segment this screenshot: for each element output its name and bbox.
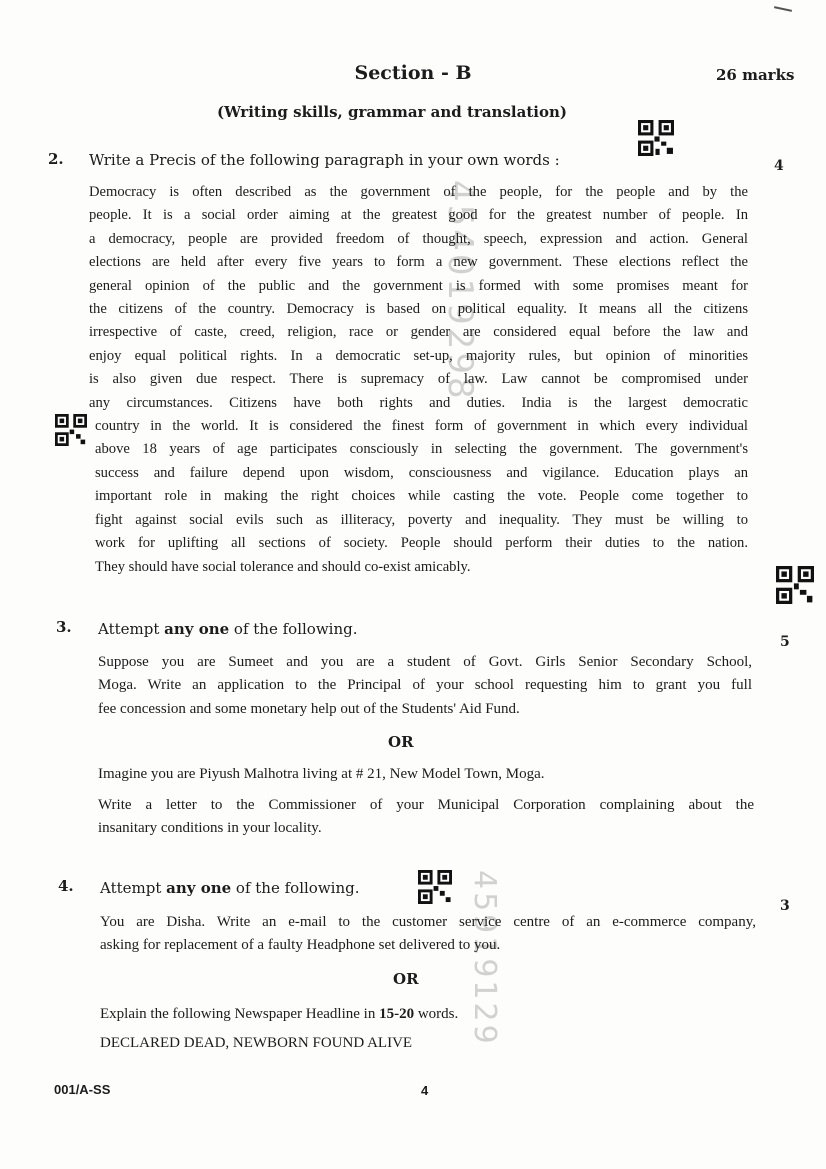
option-line: fee concession and some monetary help out of the Students' Aid Fund.	[98, 700, 520, 717]
question-3-marks: 5	[780, 634, 790, 650]
watermark-roll-number: 454019298	[440, 180, 480, 402]
question-3-option-a	[98, 651, 752, 721]
passage-line: enjoy equal political rights. In a democratic set-up, majority rules, but opinion of minorities	[89, 347, 748, 364]
passage-line: irrespective of caste, creed, religion, race or gender are considered equal before the law and	[89, 324, 748, 341]
question-3-or: OR	[388, 733, 414, 751]
qr-code-icon	[638, 120, 674, 156]
option-text: Explain the following Newspaper Headline in	[100, 1006, 380, 1022]
passage-line: work for uplifting all sections of society. People should perform their duties to the nation.	[95, 535, 748, 552]
question-3-option-b-intro: Imagine you are Piyush Malhotra living at # 21, New Model Town, Moga.	[98, 766, 545, 782]
instruction-text: of the following.	[229, 620, 358, 638]
passage-line: people. It is a social order aiming at the greatest good for the greatest number of people. In	[89, 207, 748, 224]
option-line: Suppose you are Sumeet and you are a student of Govt. Girls Senior Secondary School,	[98, 654, 752, 670]
passage-line: country in the world. It is considered the finest form of government in which every individual	[95, 418, 748, 435]
newspaper-headline: DECLARED DEAD, NEWBORN FOUND ALIVE	[100, 1035, 413, 1051]
question-3-option-b	[98, 794, 754, 841]
passage-line: a democracy, people are provided freedom of thought, speech, expression and action. General	[89, 230, 748, 247]
qr-code-icon	[418, 870, 452, 904]
option-line: Write a letter to the Commissioner of your Municipal Corporation complaining about the	[98, 797, 754, 813]
question-3-number: 3.	[56, 618, 72, 636]
option-text: words.	[414, 1006, 459, 1022]
total-marks: 26 marks	[716, 66, 795, 84]
question-2-marks: 4	[774, 158, 784, 174]
passage-line: general opinion of the public and the government is formed with some promises meant for	[89, 277, 748, 294]
passage-line: They should have social tolerance and should co-exist amicably.	[95, 558, 471, 575]
passage-line: the citizens of the country. Democracy is based on political equality. It means all the citizens	[89, 301, 748, 318]
instruction-emphasis: any one	[164, 620, 230, 638]
option-line: You are Disha. Write an e-mail to the customer service centre of an e-commerce company,	[100, 914, 756, 930]
question-4-number: 4.	[58, 877, 74, 895]
passage-line: any circumstances. Citizens have both rights and duties. India is the largest democratic	[89, 394, 748, 411]
watermark-roll-number: 45919129	[467, 870, 502, 1047]
instruction-text: Attempt	[100, 879, 167, 897]
instruction-emphasis: any one	[166, 879, 232, 897]
question-2-number: 2.	[48, 150, 64, 168]
question-4-instruction	[100, 879, 359, 897]
passage-line: important role in making the right choices while casting the vote. People come together to	[95, 488, 748, 505]
section-subtitle: (Writing skills, grammar and translation)	[217, 103, 567, 121]
passage-line: success and failure depend upon wisdom, consciousness and vigilance. Education plays an	[95, 464, 748, 481]
question-2-passage	[89, 181, 748, 579]
passage-line: elections are held after every five years to form a new government. These elections reflect the	[89, 254, 748, 271]
passage-line: above 18 years of age participates consciously in selecting the government. The government's	[95, 441, 748, 458]
paper-code: 001/A-SS	[54, 1082, 111, 1097]
word-limit: 15-20	[379, 1006, 415, 1022]
instruction-text: Attempt	[98, 620, 165, 638]
passage-line: Democracy is often described as the government of the people, for the people and by the	[89, 184, 748, 200]
section-title: Section - B	[354, 62, 472, 84]
option-line: insanitary conditions in your locality.	[98, 820, 322, 837]
question-4-marks: 3	[780, 898, 790, 914]
instruction-text: of the following.	[231, 879, 360, 897]
passage-line: fight against social evils such as illiteracy, poverty and inequality. They must be willing to	[95, 511, 748, 528]
question-4-or: OR	[393, 970, 419, 988]
question-2-instruction: Write a Precis of the following paragraph in your own words :	[89, 151, 560, 169]
question-4-option-a	[100, 911, 756, 958]
question-3-instruction	[98, 620, 357, 638]
passage-line: is also given due respect. There is supremacy of law. Law cannot be compromised under	[89, 371, 748, 388]
qr-code-icon	[55, 414, 87, 446]
page-number: 4	[421, 1083, 429, 1098]
qr-code-icon	[776, 566, 814, 604]
option-line: asking for replacement of a faulty Headphone set delivered to you.	[100, 937, 501, 954]
option-line: Moga. Write an application to the Principal of your school requesting him to grant you full	[98, 677, 752, 694]
question-4-option-b	[100, 1003, 740, 1026]
scan-mark	[774, 6, 792, 12]
